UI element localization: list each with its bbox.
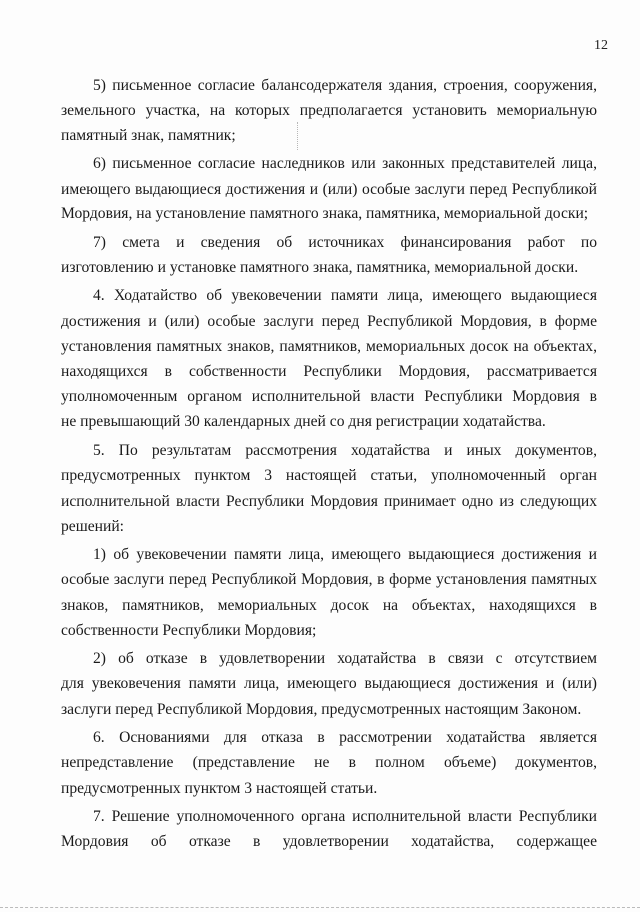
text-line: 7. Решение уполномоченного органа исполнительной власти Республики xyxy=(93,808,597,825)
text-line: 1) об увековечении памяти лица, имеющего выдающиеся достижения и xyxy=(93,546,597,563)
text-line: не превышающий 30 календарных дней со дня регистрации ходатайства. xyxy=(61,413,546,430)
text-line: 5) письменное согласие балансодержателя здания, строения, сооружения, xyxy=(93,77,597,94)
text-line: 4. Ходатайство об увековечении памяти лица, имеющего выдающиеся xyxy=(93,287,597,304)
page-number: 12 xyxy=(594,38,608,53)
text-line: заслуги перед Республикой Мордовия, предусмотренных настоящим Законом. xyxy=(61,701,582,718)
text-line: находящихся в собственности Республики Мордовия, рассматривается xyxy=(61,363,597,380)
text-line: имеющего выдающиеся достижения и (или) особые заслуги перед Республикой xyxy=(61,181,597,198)
text-line: земельного участка, на которых предполагается установить мемориальную xyxy=(61,102,597,119)
text-line: 2) об отказе в удовлетворении ходатайства в связи с отсутствием xyxy=(93,650,597,667)
text-line: Мордовия, на установление памятного знака, памятника, мемориальной доски; xyxy=(61,205,589,222)
text-line: для увековечения памяти лица, имеющего выдающиеся достижения и (или) xyxy=(61,675,597,692)
text-line: памятный знак, памятник; xyxy=(61,127,236,144)
text-line: уполномоченным органом исполнительной власти Республики Мордовия в xyxy=(61,388,597,405)
text-line: 6) письменное согласие наследников или законных представителей лица, xyxy=(93,155,597,172)
text-line: 5. По результатам рассмотрения ходатайства и иных документов, xyxy=(93,442,597,459)
text-line: изготовлению и установке памятного знака, памятника, мемориальной доски. xyxy=(61,259,579,276)
text-line: собственности Республики Мордовия; xyxy=(61,622,317,639)
text-line: непредставление (представление не в полном объеме) документов, xyxy=(61,754,597,771)
page-bottom-edge xyxy=(0,907,640,908)
text-line: особые заслуги перед Республикой Мордовия, в форме установления памятных xyxy=(61,571,597,588)
text-line: Мордовия об отказе в удовлетворении ходатайства, содержащее xyxy=(61,833,597,850)
text-line: достижения и (или) особые заслуги перед Республикой Мордовия, в форме xyxy=(61,313,597,330)
text-line: предусмотренных пунктом 3 настоящей статьи, уполномоченный орган xyxy=(61,467,597,484)
text-line: 6. Основаниями для отказа в рассмотрении ходатайства является xyxy=(93,729,597,746)
text-line: решений: xyxy=(61,518,125,535)
text-line: установления памятных знаков, памятников, мемориальных досок на объектах, xyxy=(61,338,597,355)
text-line: исполнительной власти Республики Мордовия принимает одно из следующих xyxy=(61,493,597,510)
text-line: знаков, памятников, мемориальных досок на объектах, находящихся в xyxy=(61,597,597,614)
text-line: предусмотренных пунктом 3 настоящей статьи. xyxy=(61,780,378,797)
text-line: 7) смета и сведения об источниках финансирования работ по xyxy=(93,234,597,251)
